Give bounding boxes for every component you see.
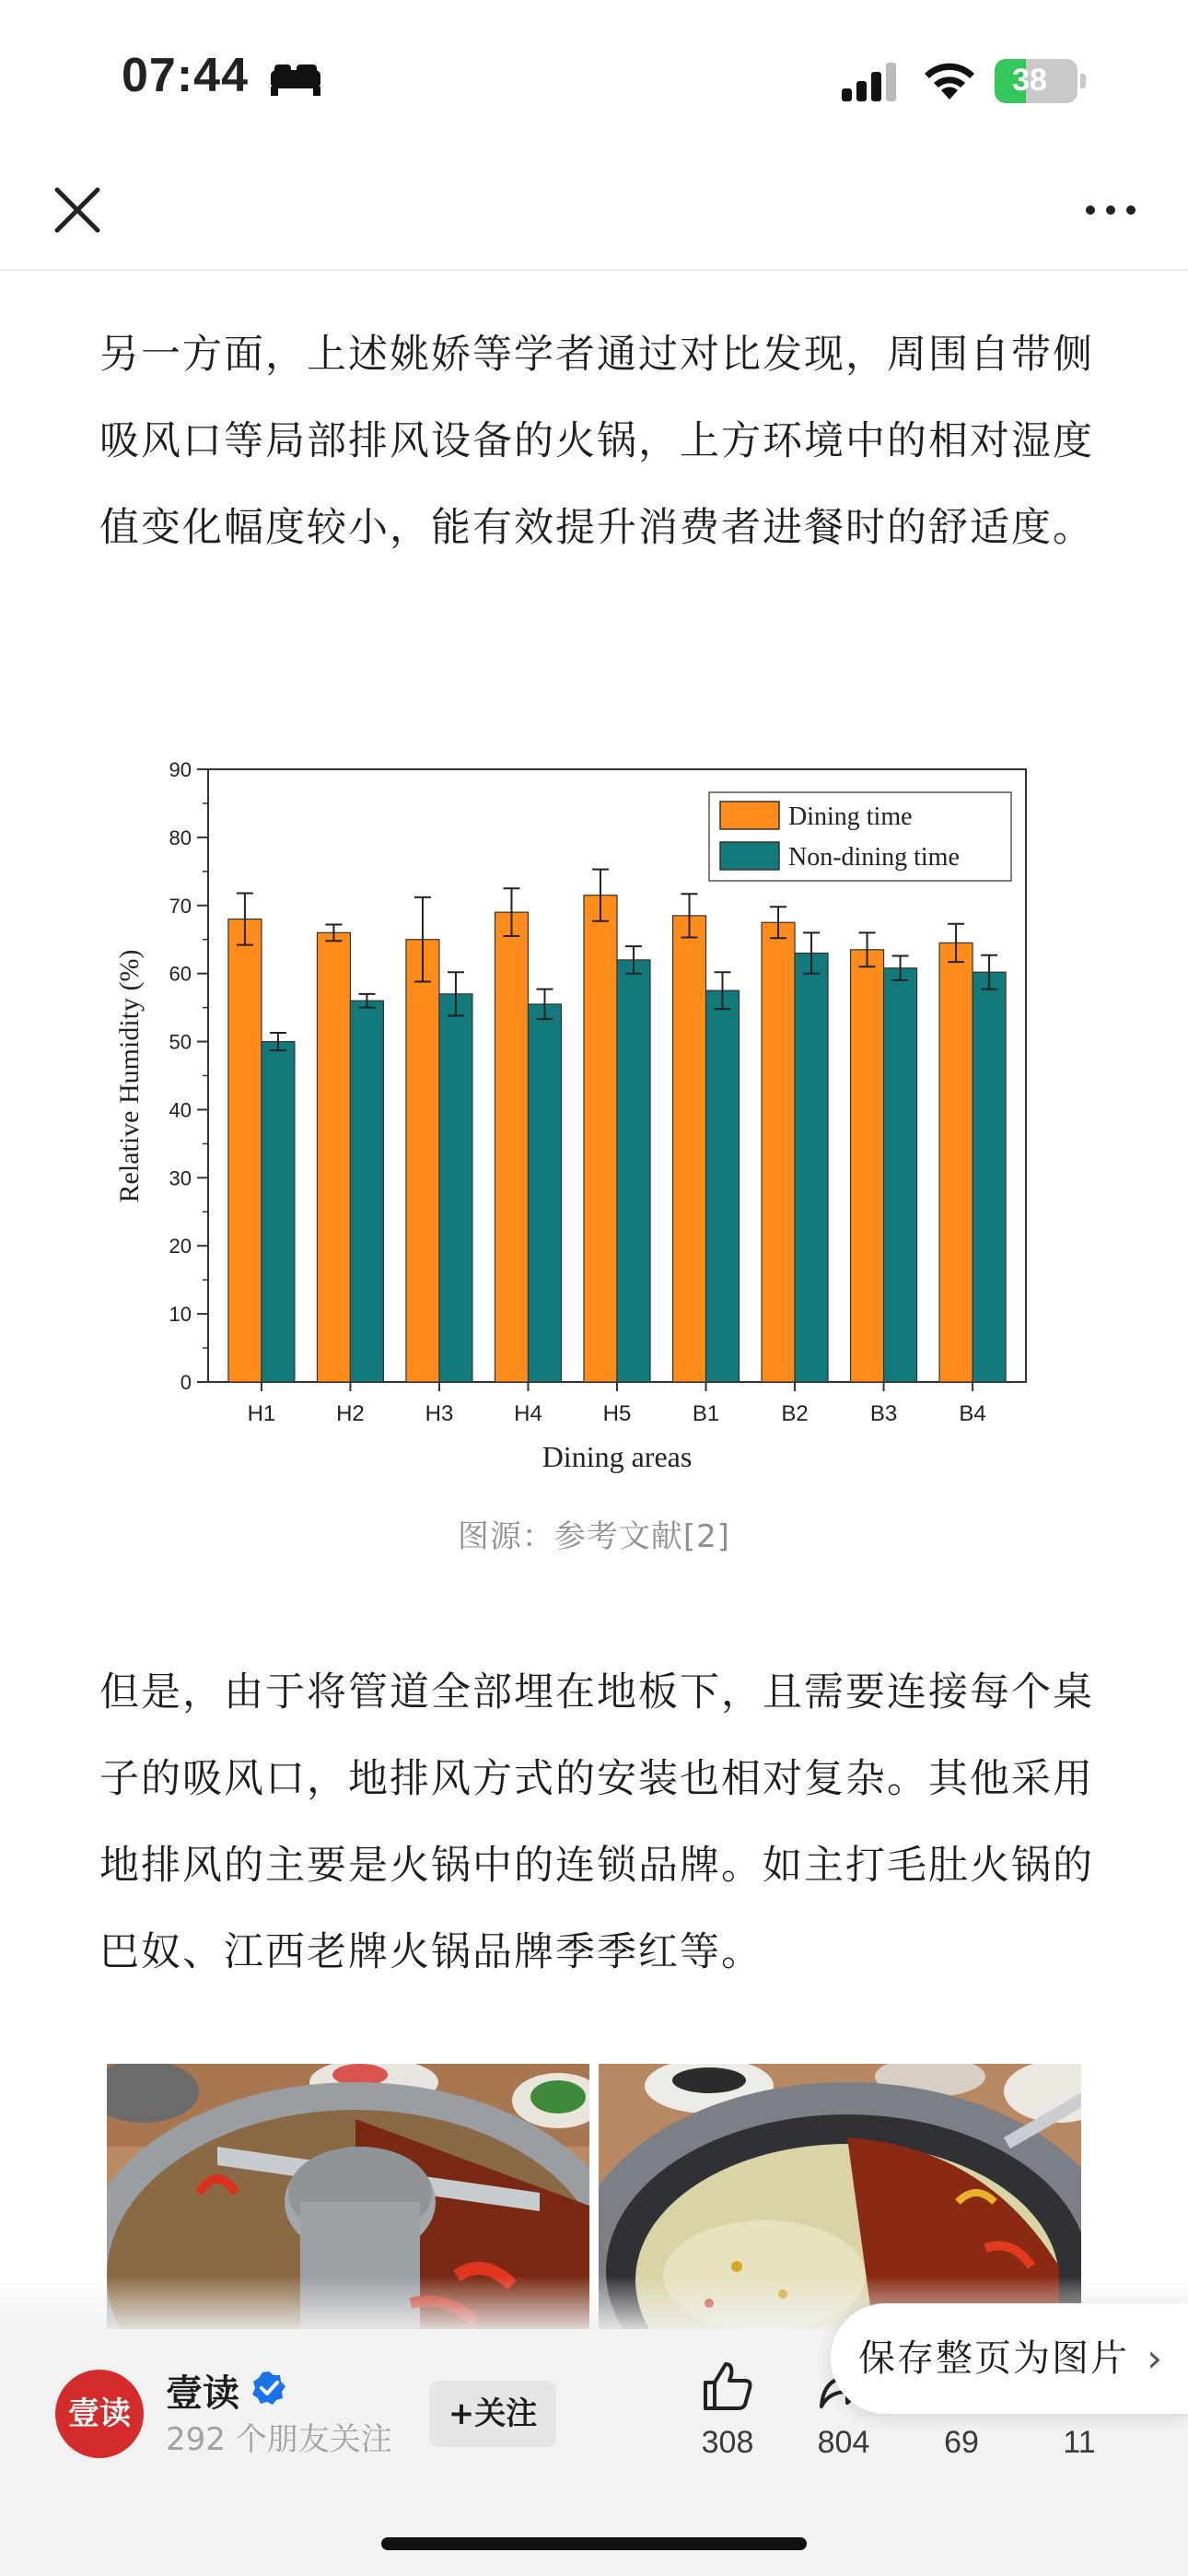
bar-H4-non-dining [528, 1004, 561, 1382]
x-tick-label-H5: H5 [602, 1401, 632, 1426]
friends-following-count: 292 个朋友关注 [166, 2421, 392, 2458]
x-axis [248, 1382, 986, 1426]
x-tick-label-H2: H2 [336, 1401, 365, 1426]
legend-label-dining: Dining time [788, 802, 913, 831]
chevron-right-icon: › [1147, 2336, 1164, 2381]
y-tick-label: 50 [169, 1030, 192, 1054]
y-tick-label: 30 [169, 1166, 192, 1190]
more-icon[interactable] [1077, 181, 1144, 240]
bar-B3-dining [851, 950, 884, 1382]
bars [228, 870, 1006, 1382]
y-tick-label: 10 [169, 1303, 192, 1327]
bar-B1-non-dining [706, 990, 740, 1382]
bar-H3-non-dining [439, 994, 472, 1382]
bar-H3-dining [406, 940, 439, 1382]
legend-label-non-dining: Non-dining time [788, 843, 960, 872]
x-tick-label-H3: H3 [425, 1401, 454, 1426]
x-tick-label-B1: B1 [692, 1401, 720, 1426]
battery-icon [995, 59, 1087, 103]
account-name[interactable]: 壹读 [166, 2372, 239, 2415]
bar-B2-non-dining [795, 954, 828, 1383]
humidity-chart [99, 737, 1096, 1493]
bar-H2-non-dining [350, 1001, 383, 1382]
x-tick-label-H4: H4 [514, 1401, 542, 1426]
x-tick-label-B4: B4 [959, 1401, 986, 1426]
bar-B3-non-dining [884, 968, 917, 1382]
thumbs-up-icon [698, 2357, 757, 2416]
legend-swatch-non-dining [720, 842, 779, 870]
like-count: 308 [701, 2425, 754, 2460]
account-avatar[interactable]: 壹读 [55, 2370, 144, 2458]
bar-H1-dining [228, 919, 262, 1382]
y-tick-label: 20 [169, 1235, 192, 1259]
save-page-as-image-button[interactable] [831, 2303, 1188, 2414]
save-page-label: 保存整页为图片 [858, 2337, 1129, 2380]
bar-H5-non-dining [617, 960, 650, 1382]
article-paragraph-2: 但是，由于将管道全部埋在地板下，且需要连接每个桌子的吸风口，地排风方式的安装也相对复杂。其他采用地排风的主要是火锅中的连锁品牌。如主打毛肚火锅的巴奴、江西老牌火锅品牌季季红等。 [99, 1669, 1094, 1975]
bar-B2-dining [762, 922, 795, 1382]
star-count: 11 [1063, 2425, 1096, 2460]
bar-B4-dining [939, 943, 973, 1382]
y-tick-label: 0 [180, 1371, 192, 1394]
status-bar [0, 0, 1188, 157]
follow-button[interactable]: +关注 [429, 2381, 556, 2447]
y-tick-label: 90 [169, 758, 192, 781]
article-paragraph-1: 另一方面，上述姚娇等学者通过对比发现，周围自带侧吸风口等局部排风设备的火锅，上方环境中的相对湿度值变化幅度较小，能有效提升消费者进餐时的舒适度。 [99, 332, 1094, 551]
chart-caption: 图源：参考文献[2] [457, 1518, 731, 1555]
x-axis-label: Dining areas [542, 1440, 693, 1473]
bar-B4-non-dining [973, 972, 1006, 1382]
x-tick-label-B2: B2 [781, 1401, 809, 1426]
y-tick-label: 60 [169, 962, 192, 986]
bar-H5-dining [584, 896, 617, 1382]
bar-H1-non-dining [262, 1042, 295, 1382]
status-time: 07:44 [122, 49, 249, 102]
y-axis [169, 758, 208, 1394]
legend [709, 792, 1011, 881]
bar-H4-dining [495, 912, 528, 1382]
chart-svg [99, 737, 1096, 1493]
x-tick-label-H1: H1 [247, 1401, 276, 1426]
home-indicator[interactable] [381, 2537, 807, 2550]
legend-swatch-dining [720, 802, 779, 829]
y-tick-label: 40 [169, 1098, 192, 1122]
y-axis-label: Relative Humidity (%) [114, 949, 145, 1203]
like-stat[interactable] [672, 2357, 783, 2461]
share-count: 804 [817, 2425, 870, 2460]
sleep-focus-icon [269, 61, 322, 98]
comment-count: 69 [944, 2425, 979, 2460]
cellular-signal-icon [840, 61, 899, 101]
wifi-icon [921, 57, 978, 101]
bar-H2-dining [317, 932, 350, 1382]
close-icon[interactable] [48, 181, 107, 240]
y-tick-label: 80 [169, 825, 192, 849]
bar-B1-dining [673, 916, 706, 1382]
y-tick-label: 70 [169, 894, 192, 918]
top-nav-bar [0, 157, 1188, 271]
x-tick-label-B3: B3 [869, 1401, 898, 1426]
verified-badge-icon [250, 2370, 287, 2406]
battery-percent: 38 [1012, 63, 1047, 98]
